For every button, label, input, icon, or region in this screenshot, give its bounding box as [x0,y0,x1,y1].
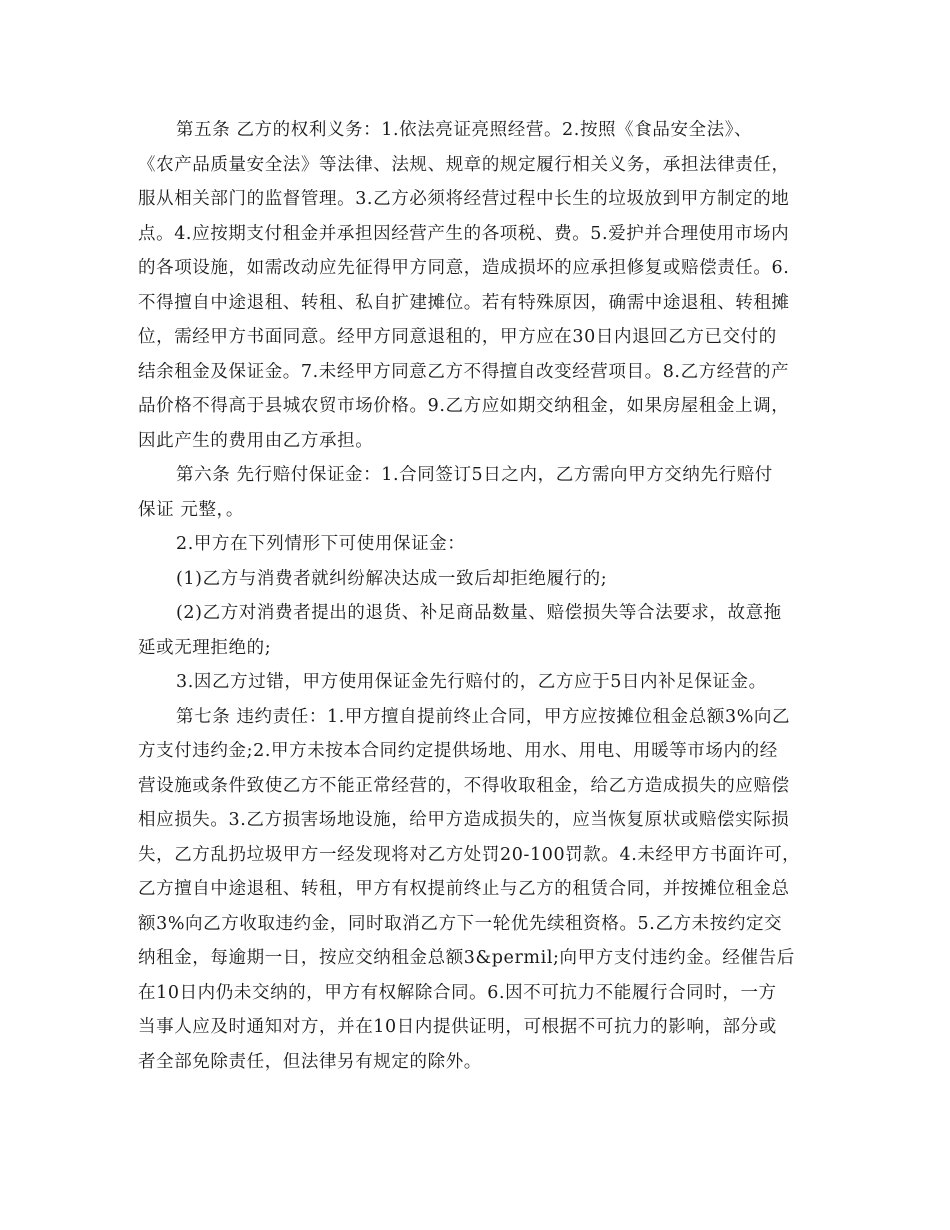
text-line: 的各项设施，如需改动应先征得甲方同意，造成损坏的应承担修复或赔偿责任。6. [138,258,790,278]
text-line: 在10日内仍未交纳的，甲方有权解除合同。6.因不可抗力不能履行合同时，一方 [138,982,777,1003]
text-line: 相应损失。3.乙方损害场地设施，给甲方造成损失的，应当恢复原状或赔偿实际损 [138,810,790,830]
text-line: 3.因乙方过错，甲方使用保证金先行赔付的，乙方应于5日内补足保证金。 [176,672,767,692]
contract-text [138,113,828,1079]
text-line: 保证 元整，。 [138,499,245,520]
text-line: 方支付违约金;2.甲方未按本合同约定提供场地、用水、用电、用暖等市场内的经 [138,741,778,761]
text-line: 延或无理拒绝的; [138,637,272,658]
text-line: 第七条 违约责任：1.甲方擅自提前终止合同，甲方应按摊位租金总额3%向乙 [176,706,791,727]
text-line: 当事人应及时通知对方，并在10日内提供证明，可根据不可抗力的影响，部分或 [138,1017,777,1037]
text-line: 第五条 乙方的权利义务：1.依法亮证亮照经营。2.按照《食品安全法》、 [176,120,753,140]
text-line: 2.甲方在下列情形下可使用保证金： [176,534,466,554]
text-line: 第六条 先行赔付保证金：1.合同签订5日之内，乙方需向甲方交纳先行赔付 [176,465,773,485]
text-line: 乙方擅自中途退租、转租，甲方有权提前终止与乙方的租赁合同，并按摊位租金总 [138,879,790,899]
text-line: (2)乙方对消费者提出的退货、补足商品数量、赔偿损失等合法要求，故意拖 [176,603,782,623]
text-line: 纳租金，每逾期一日，按应交纳租金总额3&permil;向甲方支付违约金。经催告后 [138,948,795,968]
text-line: 结余租金及保证金。7.未经甲方同意乙方不得擅自改变经营项目。8.乙方经营的产 [138,361,790,382]
text-line: (1)乙方与消费者就纠纷解决达成一致后却拒绝履行的; [176,568,608,589]
text-line: 不得擅自中途退租、转租、私自扩建摊位。若有特殊原因，确需中途退租、转租摊 [138,292,790,313]
text-line: 点。4.应按期支付租金并承担因经营产生的各项税、费。5.爱护并合理使用市场内 [138,223,790,244]
text-line: 失，乙方乱扔垃圾甲方一经发现将对乙方处罚20-100罚款。4.未经甲方书面许可， [138,844,801,865]
text-line: 品价格不得高于县城农贸市场价格。9.乙方应如期交纳租金，如果房屋租金上调， [138,396,790,416]
text-line: 者全部免除责任，但法律另有规定的除外。 [138,1051,482,1072]
text-line: 服从相关部门的监督管理。3.乙方必须将经营过程中长生的垃圾放到甲方制定的地 [138,189,790,209]
text-line: 位，需经甲方书面同意。经甲方同意退租的，甲方应在30日内退回乙方已交付的 [138,327,777,347]
text-line: 《农产品质量安全法》等法律、法规、规章的规定履行相关义务，承担法律责任， [138,154,790,175]
text-line: 营设施或条件致使乙方不能正常经营的，不得收取租金，给乙方造成损失的应赔偿 [138,775,790,796]
text-line: 因此产生的费用由乙方承担。 [138,430,374,451]
text-line: 额3%向乙方收取违约金，同时取消乙方下一轮优先续租资格。5.乙方未按约定交 [138,913,783,934]
